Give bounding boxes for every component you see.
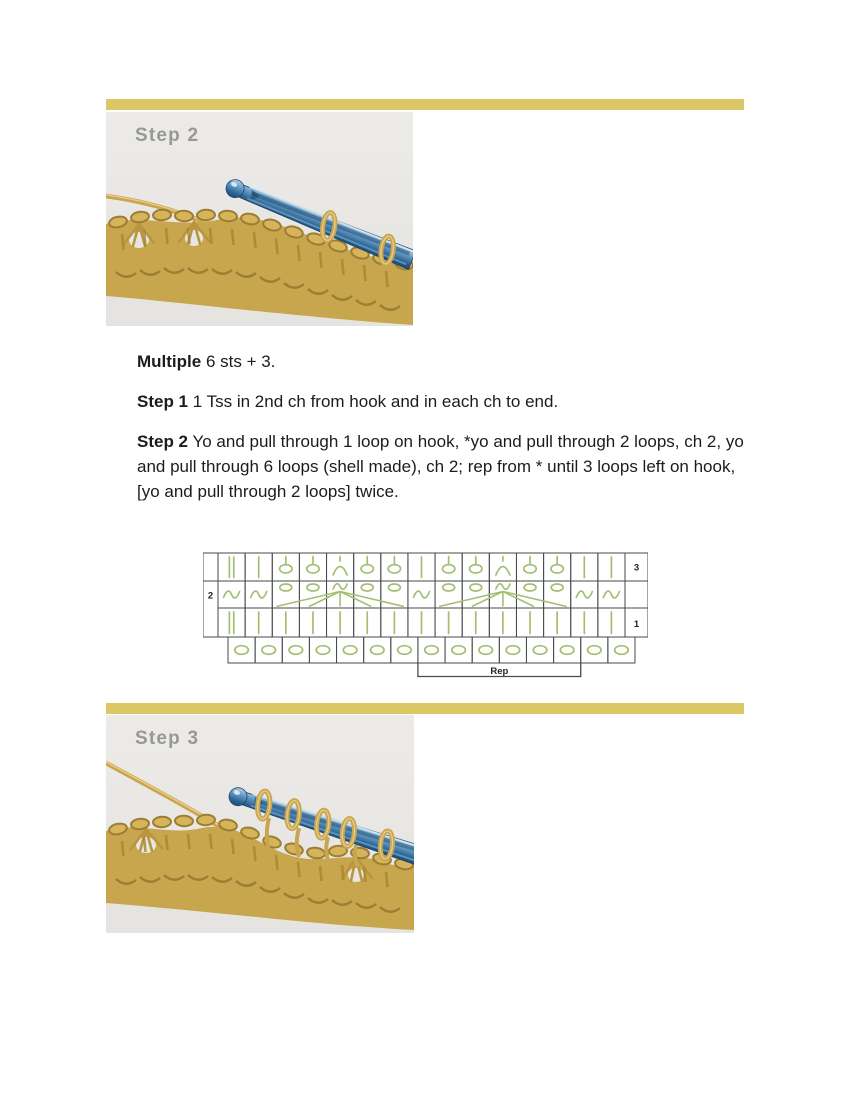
bottom-accent-bar bbox=[106, 703, 744, 714]
step2-photo-label: Step 2 bbox=[135, 125, 200, 146]
step3-photo-label: Step 3 bbox=[135, 728, 200, 749]
step2-line bbox=[137, 429, 750, 504]
multiple-label: Multiple bbox=[137, 352, 202, 371]
stitch-chart-svg bbox=[203, 548, 648, 682]
pattern-instructions bbox=[137, 349, 750, 504]
step2-text: Yo and pull through 1 loop on hook, *yo and pull through 2 loops, ch 2, yo and pull through 6 loops (shell made), ch 2; rep from * until 3 loops left on hook, [yo and pull through 2 loops] twice. bbox=[137, 432, 744, 501]
stitch-chart bbox=[203, 548, 648, 682]
top-accent-bar bbox=[106, 99, 744, 110]
svg-text:Rep: Rep bbox=[490, 666, 509, 677]
step1-text: 1 Tss in 2nd ch from hook and in each ch to end. bbox=[188, 392, 559, 411]
multiple-line bbox=[137, 349, 750, 374]
svg-text:2: 2 bbox=[207, 590, 214, 602]
step3-photo bbox=[106, 715, 414, 933]
multiple-text: 6 sts + 3. bbox=[201, 352, 276, 371]
step1-line bbox=[137, 389, 750, 414]
step2-label: Step 2 bbox=[137, 432, 189, 451]
step1-label: Step 1 bbox=[137, 392, 189, 411]
svg-text:1: 1 bbox=[633, 619, 640, 630]
step2-photo bbox=[106, 112, 413, 326]
svg-text:3: 3 bbox=[633, 562, 640, 574]
